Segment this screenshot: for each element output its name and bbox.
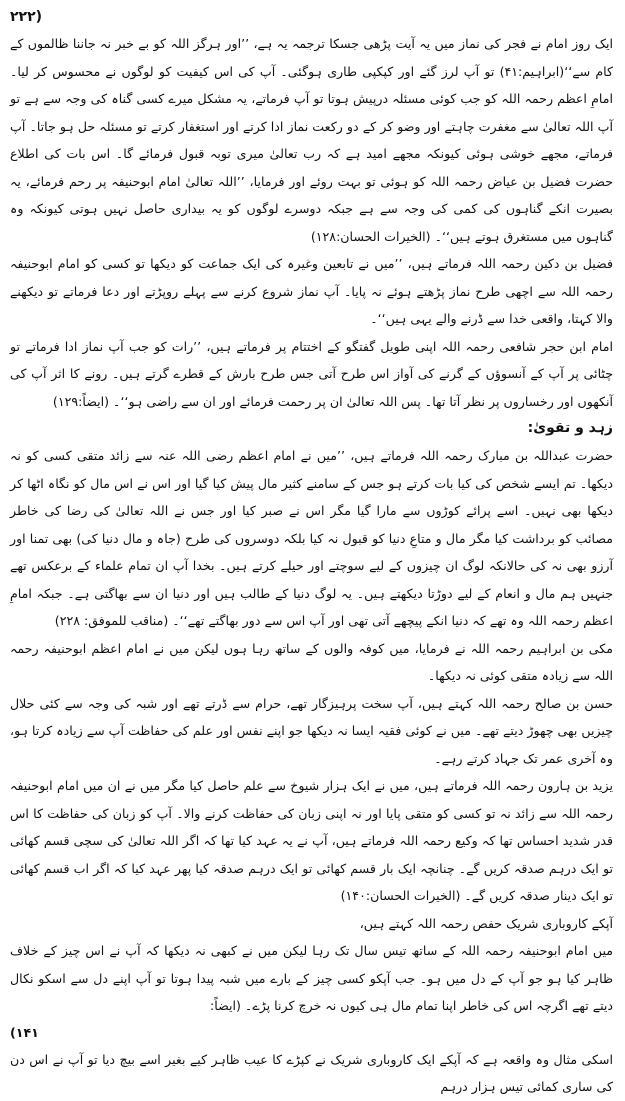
- section-heading-zuhd: زہد و تقویٰ:: [527, 420, 613, 436]
- page-number: (۲۲۲: [10, 9, 43, 25]
- reference-141: ۱۴۱): [10, 1024, 39, 1040]
- paragraph-abdullah-bin-mubarak: حضرت عبداللہ بن مبارک رحمہ اللہ فرماتے ہیں، ’’میں نے امام اعظم رضی اللہ عنہ سے زائد متقی کسی کو نہ دیکھا۔ تم ایسے شخص کی کیا بات کرتے ہو جس کے سامنے کثیر مال پیش کیا گیا اور اس نے اس مال کو نگاہ اٹھا کر دیکھا بھی نہیں۔ اسے پرائے کوڑوں سے مارا گیا مگر اس نے صبر کیا اور جس نے اللہ تعالیٰ کی رضا کی خاطر مصائب کو برداشت کیا مگر مال و متاعِ دنیا کو قبول نہ کیا بلکہ دوسروں کی طرح (جاہ و مال دنیا کی) بھی تمنا اور آرزو بھی نہ کی حالانکہ لوگ ان چیزوں کے لیے سوچتے اور حیلے کرتے ہیں۔ بخدا آپ ان تمام علماء کے برعکس تھے جنہیں ہم مال و انعام کے لیے دوڑتا دیکھتے ہیں۔ یہ لوگ دنیا کے طالب ہیں اور دنیا ان سے بھاگتی ہے۔ جبکہ امامِ اعظم رحمہ اللہ وہ تھے کہ دنیا انکے پیچھے آتی تھی اور آپ اس سے دور بھاگتے تھے‘‘۔ (مناقب للموفق: ۲۲۸): [10, 448, 613, 628]
- paragraph-hasan-bin-salih: حسن بن صالح رحمہ اللہ کہتے ہیں، آپ سخت پرہیزگار تھے، حرام سے ڈرتے تھے اور شبہ کی وجہ سے کئی حلال چیزیں بھی چھوڑ دیتے تھے۔ میں نے کوئی فقیہ ایسا نہ دیکھا جو اپنے نفس اور علم کی حفاظت آپ سے زیادہ کرتا ہو، وہ آخری عمر تک جہاد کرتے رہے۔: [10, 695, 613, 766]
- paragraph-yazid-bin-harun: یزید بن ہارون رحمہ اللہ فرماتے ہیں، میں نے ایک ہزار شیوخ سے علم حاصل کیا مگر میں نے ان میں امام ابوحنیفہ رحمہ اللہ سے زائد نہ تو کسی کو متقی پایا اور نہ اپنی زبان کی حفاظت کرنے والا۔ آپ کو زبان کی حفاظت کا اس قدر شدید احساس تھا کہ وکیع رحمہ اللہ فرماتے ہیں، آپ نے یہ عہد کیا تھا کہ اگر اللہ تعالیٰ کی سچی قسم کھائی تو ایک درہم صدقہ کریں گے۔ چنانچہ ایک بار قسم کھائی تو ایک درہم صدقہ کیا پھر عہد کیا کہ اگر اب قسم کھائی تو ایک دینار صدقہ کریں گے۔ (الخیرات الحسان:۱۴۰): [10, 778, 613, 903]
- paragraph-hafs-quote: میں امام ابوحنیفہ رحمہ اللہ کے ساتھ تیس سال تک رہا لیکن میں نے کبھی نہ دیکھا کہ آپ نے اس چیز کے خلاف ظاہر کیا ہو جو آپ کے دل میں ہو۔ جب آپکو کسی چیز کے بارے میں شبہ پیدا ہوتا تو آپ اپنے دل سے اسکو نکال دیتے تھے اگرچہ اس کی خاطر اپنا تمام مال ہی کیوں نہ خرچ کرنا پڑے۔ (ایضاً:: [10, 943, 613, 1013]
- paragraph-fuzail-bin-dukain: فضیل بن دکین رحمہ اللہ فرماتے ہیں، ’’میں نے تابعین وغیرہ کی ایک جماعت کو دیکھا تو کسی کو امام ابوحنیفہ رحمہ اللہ سے اچھی طرح نماز پڑھتے ہوئے نہ پایا۔ آپ نماز شروع کرنے سے پہلے روپڑتے اور دعا فرماتے تو دیکھنے والا کہتا، واقعی خدا سے ڈرنے والے یہی ہیں‘‘۔: [10, 256, 613, 326]
- paragraph-last: اسکی مثال وہ واقعہ ہے کہ آپکے ایک کاروباری شریک نے کپڑے کا عیب ظاہر کیے بغیر اسے بیچ دیا تو آپ نے اس دن کی ساری کمائی تیس ہزار درہم: [10, 1051, 613, 1094]
- paragraph-ibn-hajar: امام ابن حجر شافعی رحمہ اللہ اپنی طویل گفتگو کے اختتام پر فرماتے ہیں، ’’رات کو جب آپ نماز ادا فرماتے تو چٹائی پر آپ کے آنسوؤں کے گرنے کی آواز اس طرح آتی جس طرح بارش کے قطرے گرتے ہیں۔ رونے کا اثر آپ کی آنکھوں اور رخساروں پر نظر آتا تھا۔ پس اللہ تعالیٰ ان پر رحمت فرمائے اور ان سے راضی ہو‘‘۔ (ایضاً:۱۲۹): [10, 338, 613, 409]
- paragraph-fear-of-allah: ایک روز امام نے فجر کی نماز میں یہ آیت پڑھی جسکا ترجمہ یہ ہے، ’’اور ہرگز اللہ کو بے خبر نہ جاننا ظالموں کے کام سے‘‘(ابراہیم:۴۱) تو آپ لرز گئے اور کپکپی طاری ہوگئی۔ آپ کی اس کیفیت کو لوگوں نے محسوس کر لیا۔ امامِ اعظم رحمہ اللہ کو جب کوئی مسئلہ درپیش ہوتا تو آپ فرماتے، یہ مشکل میرے کسی گناہ کی وجہ سے ہے تو آپ اللہ تعالیٰ سے مغفرت چاہتے اور وضو کر کے دو رکعت نماز ادا کرتے اور استغفار کرتے تو مسئلہ حل ہو جاتا۔ آپ فرماتے، مجھے خوشی ہوئی کیونکہ مجھے امید ہے کہ رب تعالیٰ میری توبہ قبول فرمائے گا۔ اس بات کی اطلاع حضرت فضیل بن عیاض رحمہ اللہ کو ہوئی تو بہت روئے اور فرمایا، ’’اللہ تعالیٰ امام ابوحنیفہ پر رحم فرمائے، یہ بصیرت انکے گناہوں کی کمی کی وجہ سے ہے جبکہ دوسرے لوگوں کو یہ بیداری حاصل نہیں ہوتی کیونکہ وہ گناہوں میں مستغرق ہوتے ہیں‘‘۔ (الخیرات الحسان:۱۲۸): [10, 36, 613, 244]
- paragraph-hafs-intro: آپکے کاروباری شریک حفص رحمہ اللہ کہتے ہیں،: [359, 915, 613, 931]
- paragraph-makki-bin-ibrahim: مکی بن ابراہیم رحمہ اللہ نے فرمایا، میں کوفہ والوں کے ساتھ رہا ہوں لیکن میں نے امام اعظم ابوحنیفہ رحمہ اللہ سے زیادہ متقی کوئی نہ دیکھا۔: [10, 640, 613, 683]
